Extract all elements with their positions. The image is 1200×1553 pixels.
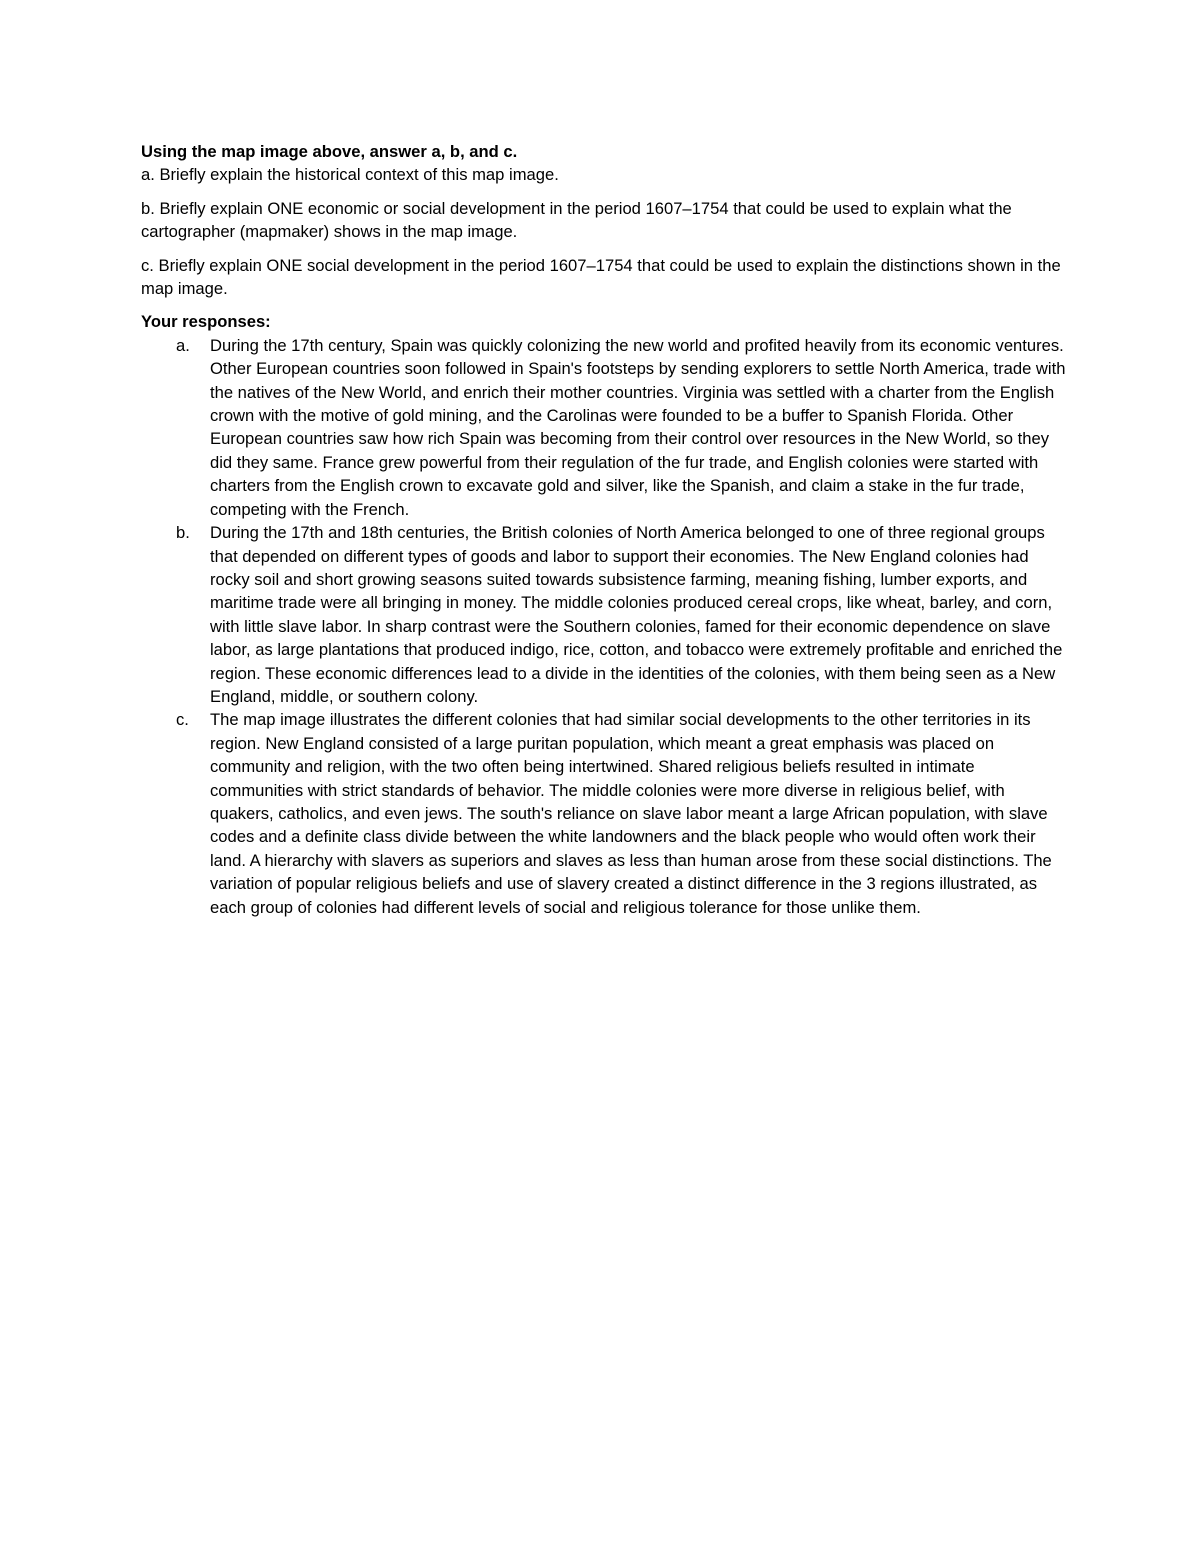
- response-item-c: [141, 708, 1066, 919]
- question-a: a. Briefly explain the historical context of this map image.: [141, 165, 559, 185]
- responses-heading: Your responses:: [141, 312, 271, 332]
- response-item-a: [141, 334, 1066, 521]
- response-text-a: During the 17th century, Spain was quickly colonizing the new world and profited heavily from its economic ventures. Other European countries soon followed in Spain's footsteps by sending explorers to settle North America, trade with the natives of the New World, and enrich their mother countries. Virginia was settled with a charter from the English crown with the motive of gold mining, and the Carolinas were founded to be a buffer to Spanish Florida. Other European countries saw how rich Spain was becoming from their control over resources in the New World, so they did they same. France grew powerful from their regulation of the fur trade, and English colonies were started with charters from the English crown to excavate gold and silver, like the Spanish, and claim a stake in the fur trade, competing with the French.: [210, 335, 1066, 519]
- list-marker: c.: [176, 710, 189, 730]
- question-heading: Using the map image above, answer a, b, and c.: [141, 142, 518, 161]
- responses-list: [141, 334, 1066, 919]
- response-text-b: During the 17th and 18th centuries, the British colonies of North America belonged to one of three regional groups that depended on different types of goods and labor to support their economies. The New England colonies had rocky soil and short growing seasons suited towards subsistence farming, meaning fishing, lumber exports, and maritime trade were all bringing in money. The middle colonies produced cereal crops, like wheat, barley, and corn, with little slave labor. In sharp contrast were the Southern colonies, famed for their economic dependence on slave labor, as large plantations that produced indigo, rice, cotton, and tobacco were extremely profitable and enriched the region. These economic differences lead to a divide in the identities of the colonies, with them being seen as a New England, middle, or southern colony.: [210, 523, 1063, 706]
- document-content: [141, 140, 1066, 919]
- question-c: c. Briefly explain ONE social development in the period 1607–1754 that could be used to explain the distinctions shown in the map image.: [141, 255, 1061, 299]
- response-text-c: The map image illustrates the different colonies that had similar social developments to the other territories in its region. New England consisted of a large puritan population, which meant a great emphasis was placed on community and religion, with the two often being intertwined. Shared religious beliefs resulted in intimate communities with strict standards of behavior. The middle colonies were more diverse in religious belief, with quakers, catholics, and even jews. The south's reliance on slave labor meant a large African population, with slave codes and a definite class divide between the white landowners and the black people who would often work their land. A hierarchy with slavers as superiors and slaves as less than human arose from these social distinctions. The variation of popular religious beliefs and use of slavery created a distinct difference in the 3 regions illustrated, as each group of colonies had different levels of social and religious tolerance for those unlike them.: [210, 710, 1052, 917]
- list-marker: a.: [176, 335, 190, 355]
- list-marker: b.: [176, 523, 190, 543]
- question-b: b. Briefly explain ONE economic or social development in the period 1607–1754 that could be used to explain what the cartographer (mapmaker) shows in the map image.: [141, 198, 1012, 242]
- response-item-b: [141, 521, 1066, 708]
